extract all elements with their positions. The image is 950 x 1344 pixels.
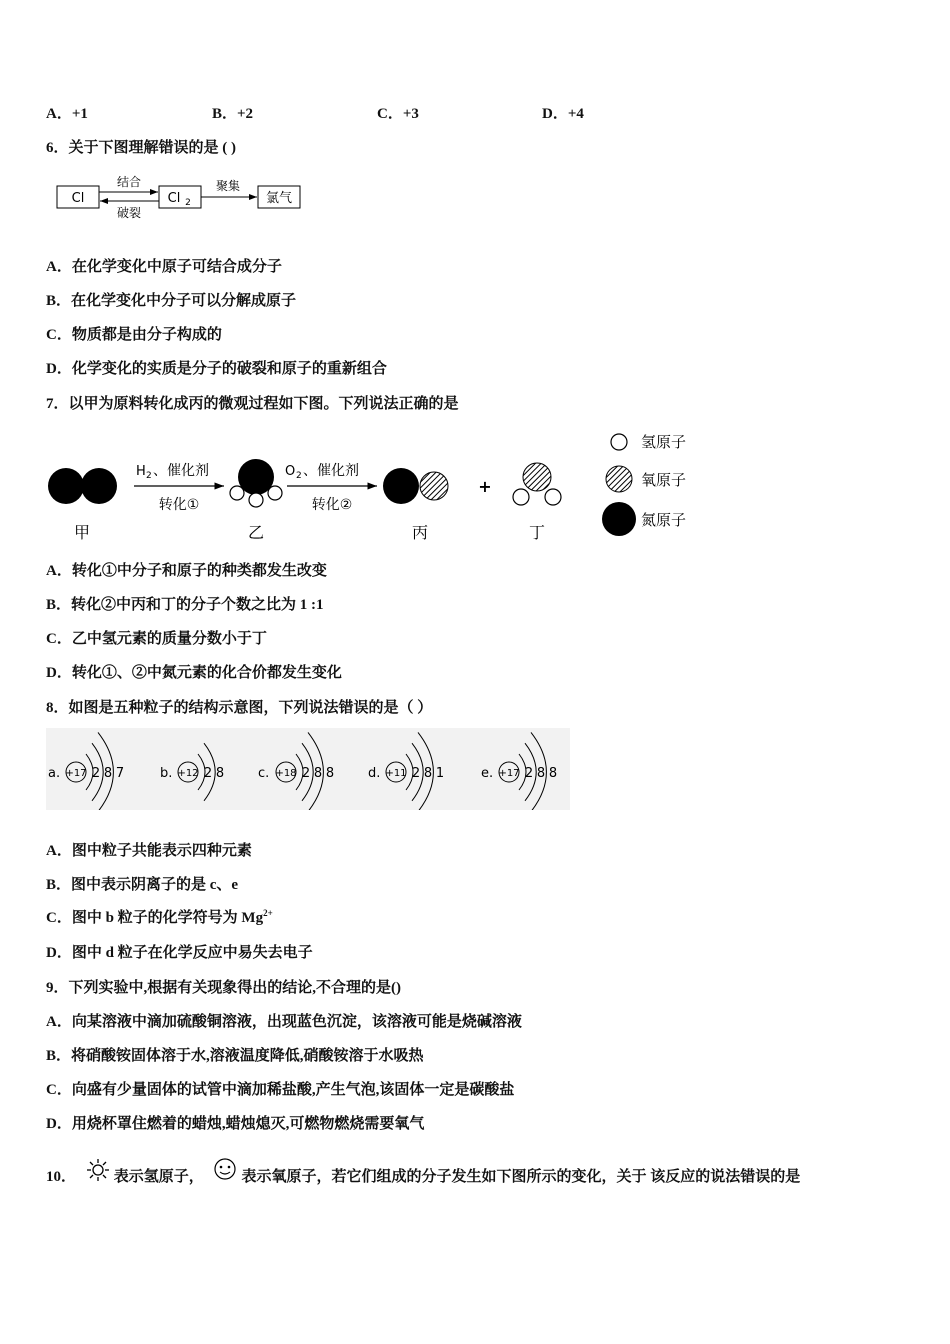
q8-stem: 8．如图是五种粒子的结构示意图，下列说法错误的是（ ） (46, 700, 433, 716)
q9-option-b: B．将硝酸铵固体溶于水,溶液温度降低,硝酸铵溶于水吸热 (46, 1048, 424, 1064)
q9-option-c: C．向盛有少量固体的试管中滴加稀盐酸,产生气泡,该固体一定是碳酸盐 (46, 1082, 515, 1098)
q10-stem (46, 1158, 800, 1186)
electron-count: 7 (115, 766, 125, 781)
particle-label: c. (258, 766, 270, 781)
particle-label: d. (368, 766, 381, 781)
q6-option-a: A．在化学变化中原子可结合成分子 (46, 259, 282, 275)
nucleus-charge: +18 (275, 768, 297, 779)
q10-text-hydrogen: 表示氢原子， (113, 1169, 204, 1185)
q7-diagram (44, 428, 724, 548)
q6-stem: 6．关于下图理解错误的是 ( ) (46, 140, 236, 156)
q8-option-b: B．图中表示阴离子的是 c、e (46, 877, 239, 893)
h2o-h-atom-1 (513, 489, 529, 505)
legend-oxygen-icon (606, 466, 632, 492)
q8-particle-diagram (46, 728, 570, 810)
label-yi: 乙 (247, 523, 265, 542)
electron-count: 8 (325, 766, 335, 781)
n2-atom-right (81, 468, 117, 504)
legend-oxygen: 氧原子 (641, 471, 687, 489)
n2-atom-left (48, 468, 84, 504)
particle-label: e. (481, 766, 494, 781)
electron-count: 8 (548, 766, 558, 781)
legend-hydrogen: 氢原子 (641, 433, 687, 451)
q9-option-a: A．向某溶液中滴加硫酸铜溶液，出现蓝色沉淀，该溶液可能是烧碱溶液 (46, 1014, 522, 1030)
electron-count: 2 (91, 766, 101, 781)
q10-number: 10． (46, 1169, 77, 1185)
q6-option-c: C．物质都是由分子构成的 (46, 327, 222, 343)
electron-count: 2 (203, 766, 213, 781)
electron-count: 8 (313, 766, 323, 781)
particle-label: b. (160, 766, 173, 781)
h2o-o-atom (523, 463, 551, 491)
arrow1-h: H (136, 464, 146, 479)
q5-option-c: C．+3 (377, 106, 419, 122)
q9-option-d: D．用烧杯罩住燃着的蜡烛,蜡烛熄灭,可燃物燃烧需要氧气 (46, 1116, 425, 1132)
electron-count: 1 (435, 766, 445, 781)
q7-option-b: B．转化②中丙和丁的分子个数之比为 1 :1 (46, 597, 324, 613)
combine-label: 结合 (116, 175, 142, 189)
q8-option-c (46, 906, 273, 927)
nh3-h-atom-2 (249, 493, 263, 507)
arrow2-sub: 2 (296, 471, 302, 481)
chlorine-gas-text: 氯气 (265, 191, 293, 206)
q7-stem: 7．以甲为原料转化成丙的微观过程如下图。下列说法正确的是 (46, 396, 459, 412)
smiley-icon (210, 1158, 242, 1184)
q6-option-d: D．化学变化的实质是分子的破裂和原子的重新组合 (46, 361, 387, 377)
sun-icon (84, 1159, 114, 1183)
q8-option-c-text: C．图中 b 粒子的化学符号为 Mg (46, 910, 264, 926)
q6-diagram (54, 172, 306, 220)
q5-option-a: A．+1 (46, 106, 88, 122)
nucleus-charge: +11 (385, 768, 407, 779)
particle-label: a. (48, 766, 61, 781)
cl2-subscript: 2 (185, 198, 191, 208)
q7-option-d: D．转化①、②中氮元素的化合价都发生变化 (46, 665, 342, 681)
q5-option-b: B．+2 (212, 106, 254, 122)
electron-count: 8 (103, 766, 113, 781)
nucleus-charge: +12 (177, 768, 199, 779)
legend-nitrogen: 氮原子 (641, 511, 687, 529)
no-n-atom (383, 468, 419, 504)
q9-stem: 9．下列实验中,根据有关现象得出的结论,不合理的是() (46, 980, 401, 996)
electron-count: 2 (301, 766, 311, 781)
q6-option-b: B．在化学变化中分子可以分解成原子 (46, 293, 297, 309)
legend-nitrogen-icon (602, 502, 636, 536)
arrow2-label: 转化② (311, 497, 353, 513)
q10-text-oxygen: 表示氧原子，若它们组成的分子发生如下图所示的变化，关于 该反应的说法错误的是 (241, 1169, 801, 1185)
nh3-h-atom-1 (230, 486, 244, 500)
legend-hydrogen-icon (611, 434, 627, 450)
q8-option-d: D．图中 d 粒子在化学反应中易失去电子 (46, 945, 313, 961)
break-label: 破裂 (116, 206, 142, 220)
electron-count: 8 (423, 766, 433, 781)
no-o-atom (420, 472, 448, 500)
cl2-molecule-text: Cl (167, 191, 181, 206)
electron-count: 2 (411, 766, 421, 781)
arrow2-o: O (285, 464, 296, 479)
label-bing: 丙 (411, 523, 429, 542)
gather-label: 聚集 (215, 179, 241, 193)
nucleus-charge: +17 (498, 768, 520, 779)
electron-count: 2 (524, 766, 534, 781)
arrow1-catalyst: 、催化剂 (153, 463, 209, 479)
nh3-h-atom-3 (268, 486, 282, 500)
arrow1-label: 转化① (158, 497, 200, 513)
q8-option-a: A．图中粒子共能表示四种元素 (46, 843, 252, 859)
arrow2-catalyst: 、催化剂 (303, 463, 359, 479)
label-ding: 丁 (528, 523, 546, 542)
h2o-h-atom-2 (545, 489, 561, 505)
label-jia: 甲 (73, 523, 91, 542)
mg-charge-sup: 2+ (263, 908, 273, 918)
plus-sign: + (478, 477, 492, 496)
q5-option-d: D．+4 (542, 106, 584, 122)
electron-count: 8 (536, 766, 546, 781)
electron-count: 8 (215, 766, 225, 781)
arrow1-sub: 2 (146, 471, 152, 481)
cl-atom-text: Cl (71, 191, 85, 206)
q7-option-a: A．转化①中分子和原子的种类都发生改变 (46, 563, 327, 579)
q7-option-c: C．乙中氢元素的质量分数小于丁 (46, 631, 267, 647)
nucleus-charge: +17 (65, 768, 87, 779)
